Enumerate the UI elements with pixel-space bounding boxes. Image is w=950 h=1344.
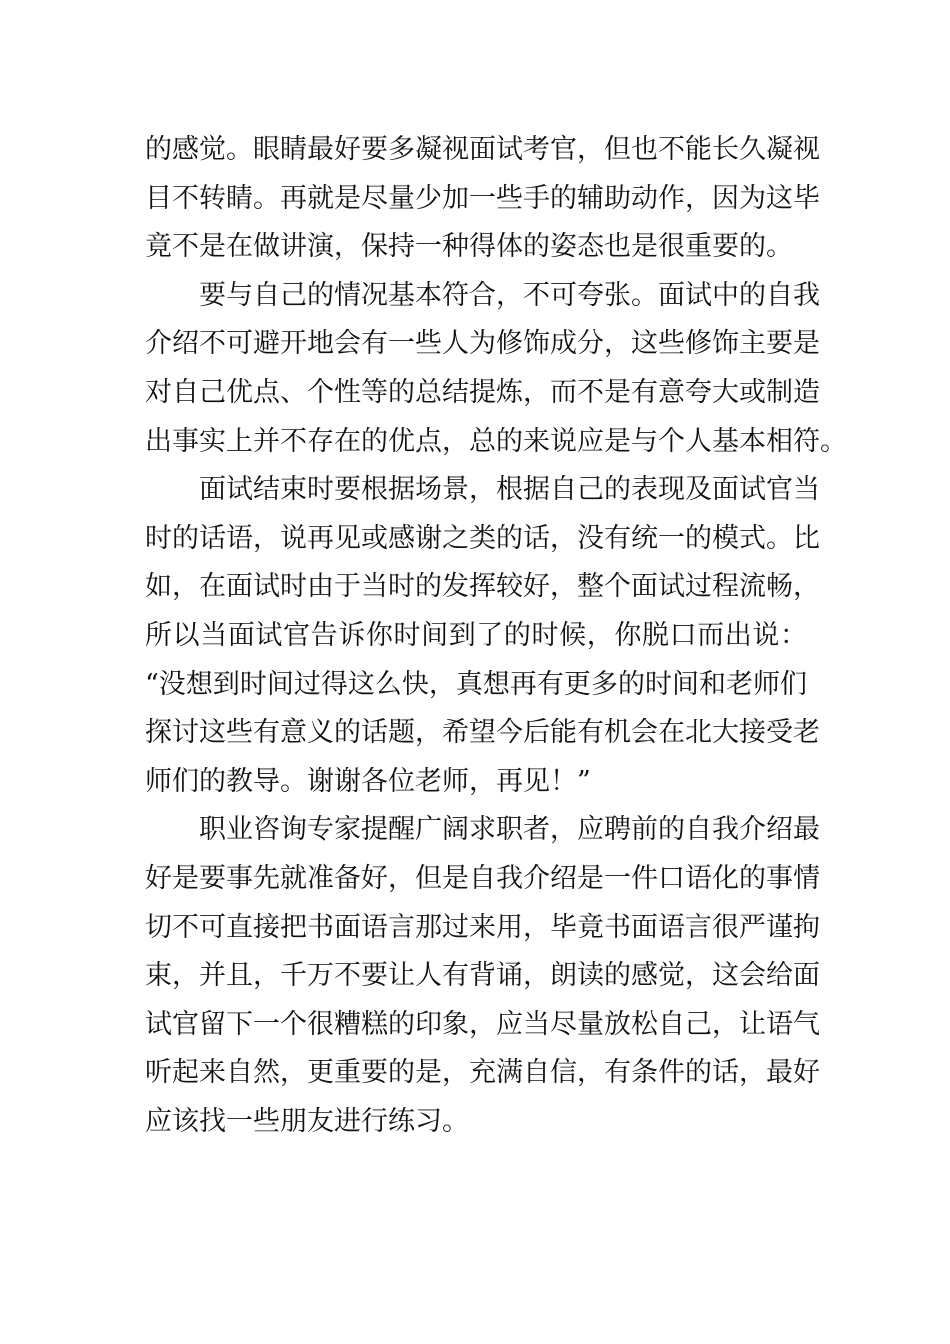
text-line: 听起来自然，更重要的是，充满自信，有条件的话，最好 xyxy=(145,1057,820,1089)
text-line: 如，在面试时由于当时的发挥较好，整个面试过程流畅， xyxy=(145,571,820,603)
text-line: 试官留下一个很糟糕的印象，应当尽量放松自己，让语气 xyxy=(145,1008,820,1040)
text-line: 好是要事先就准备好，但是自我介绍是一件口语化的事情 xyxy=(145,862,820,894)
text-line: 时的话语，说再见或感谢之类的话，没有统一的模式。比 xyxy=(145,522,820,554)
paragraph-1 xyxy=(145,126,820,272)
body-text xyxy=(145,126,847,1146)
text-line: 要与自己的情况基本符合，不可夸张。面试中的自我 xyxy=(199,279,820,311)
text-line: 束，并且，千万不要让人有背诵，朗读的感觉，这会给面 xyxy=(145,960,820,992)
text-line: 面试结束时要根据场景，根据自己的表现及面试官当 xyxy=(199,474,820,506)
text-line: “没想到时间过得这么快，真想再有更多的时间和老师们 xyxy=(145,668,807,700)
text-line: 探讨这些有意义的话题，希望今后能有机会在北大接受老 xyxy=(145,717,820,749)
text-line: 应该找一些朋友进行练习。 xyxy=(145,1105,469,1137)
paragraph-3 xyxy=(145,466,820,806)
text-line: 职业咨询专家提醒广阔求职者，应聘前的自我介绍最 xyxy=(199,814,820,846)
text-line: 师们的教导。谢谢各位老师，再见！” xyxy=(145,765,591,797)
text-line: 所以当面试官告诉你时间到了的时候，你脱口而出说： xyxy=(145,619,807,651)
text-line: 对自己优点、个性等的总结提炼，而不是有意夸大或制造 xyxy=(145,376,820,408)
text-line: 介绍不可避开地会有一些人为修饰成分，这些修饰主要是 xyxy=(145,328,820,360)
text-line: 目不转睛。再就是尽量少加一些手的辅助动作，因为这毕 xyxy=(145,182,820,214)
text-line: 切不可直接把书面语言那过来用，毕竟书面语言很严谨拘 xyxy=(145,911,820,943)
text-line: 竟不是在做讲演，保持一种得体的姿态也是很重要的。 xyxy=(145,231,793,263)
text-line: 的感觉。眼睛最好要多凝视面试考官，但也不能长久凝视 xyxy=(145,134,820,165)
paragraph-4 xyxy=(145,806,820,1146)
text-line: 出事实上并不存在的优点，总的来说应是与个人基本相符。 xyxy=(145,425,847,457)
paragraph-2 xyxy=(145,272,847,466)
